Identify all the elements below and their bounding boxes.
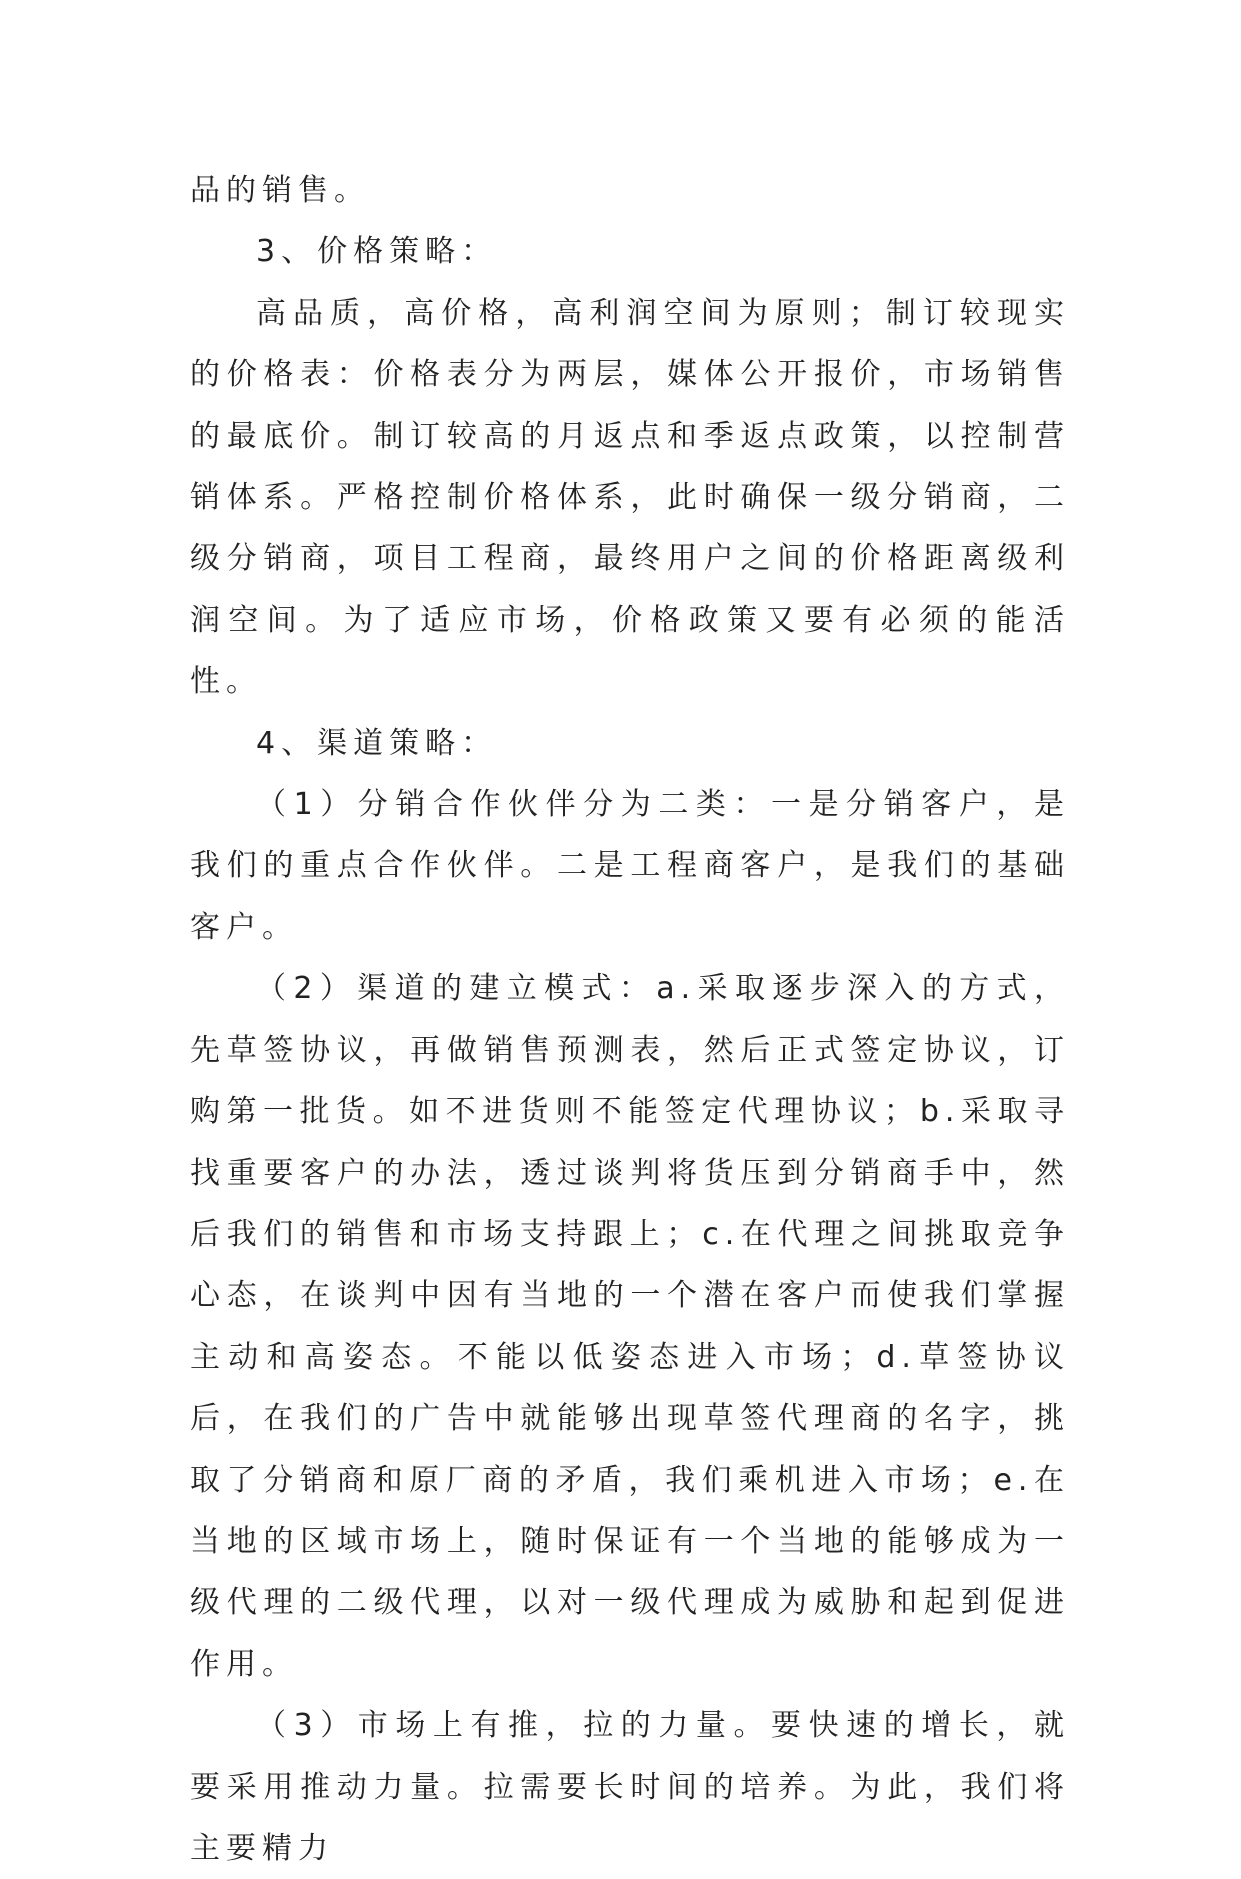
paragraph-continuation: 品的销售。 (190, 173, 370, 208)
paragraph-channel-model: （2）渠道的建立模式：a.采取逐步深入的方式，先草签协议，再做销售预测表，然后正式签定协议，订购第一批货。如不进货则不能签定代理协议；b.采取寻找重要客户的办法，透过谈判将货压到分销商手中，然后我们的销售和市场支持跟上；c.在代理之间挑取竞争心态，在谈判中因有当地的一个潜在客户而使我们掌握主动和高姿态。不能以低姿态进入市场；d.草签协议后，在我们的广告中就能够出现草签代理商的名字，挑取了分销商和原厂商的矛盾，我们乘机进入市场；e.在当地的区域市场上，随时保证有一个当地的能够成为一级代理的二级代理，以对一级代理成为威胁和起到促进作用。 (190, 971, 1070, 1682)
paragraph-push-pull: （3）市场上有推，拉的力量。要快速的增长，就要采用推动力量。拉需要长时间的培养。为此，我们将主要精力 (190, 1708, 1070, 1866)
paragraph-channel-partners: （1）分销合作伙伴分为二类：一是分销客户，是我们的重点合作伙伴。二是工程商客户，是我们的基础客户。 (190, 787, 1070, 945)
paragraph-price-strategy: 高品质，高价格，高利润空间为原则；制订较现实的价格表：价格表分为两层，媒体公开报价，市场销售的最底价。制订较高的月返点和季返点政策，以控制营销体系。严格控制价格体系，此时确保一级分销商，二级分销商，项目工程商，最终用户之间的价格距离级利润空间。为了适应市场，价格政策又要有必须的能活性。 (190, 295, 1070, 700)
document-body (190, 160, 1070, 1879)
heading-price-strategy: 3、价格策略： (256, 234, 498, 270)
heading-channel-strategy: 4、渠道策略： (256, 725, 498, 761)
